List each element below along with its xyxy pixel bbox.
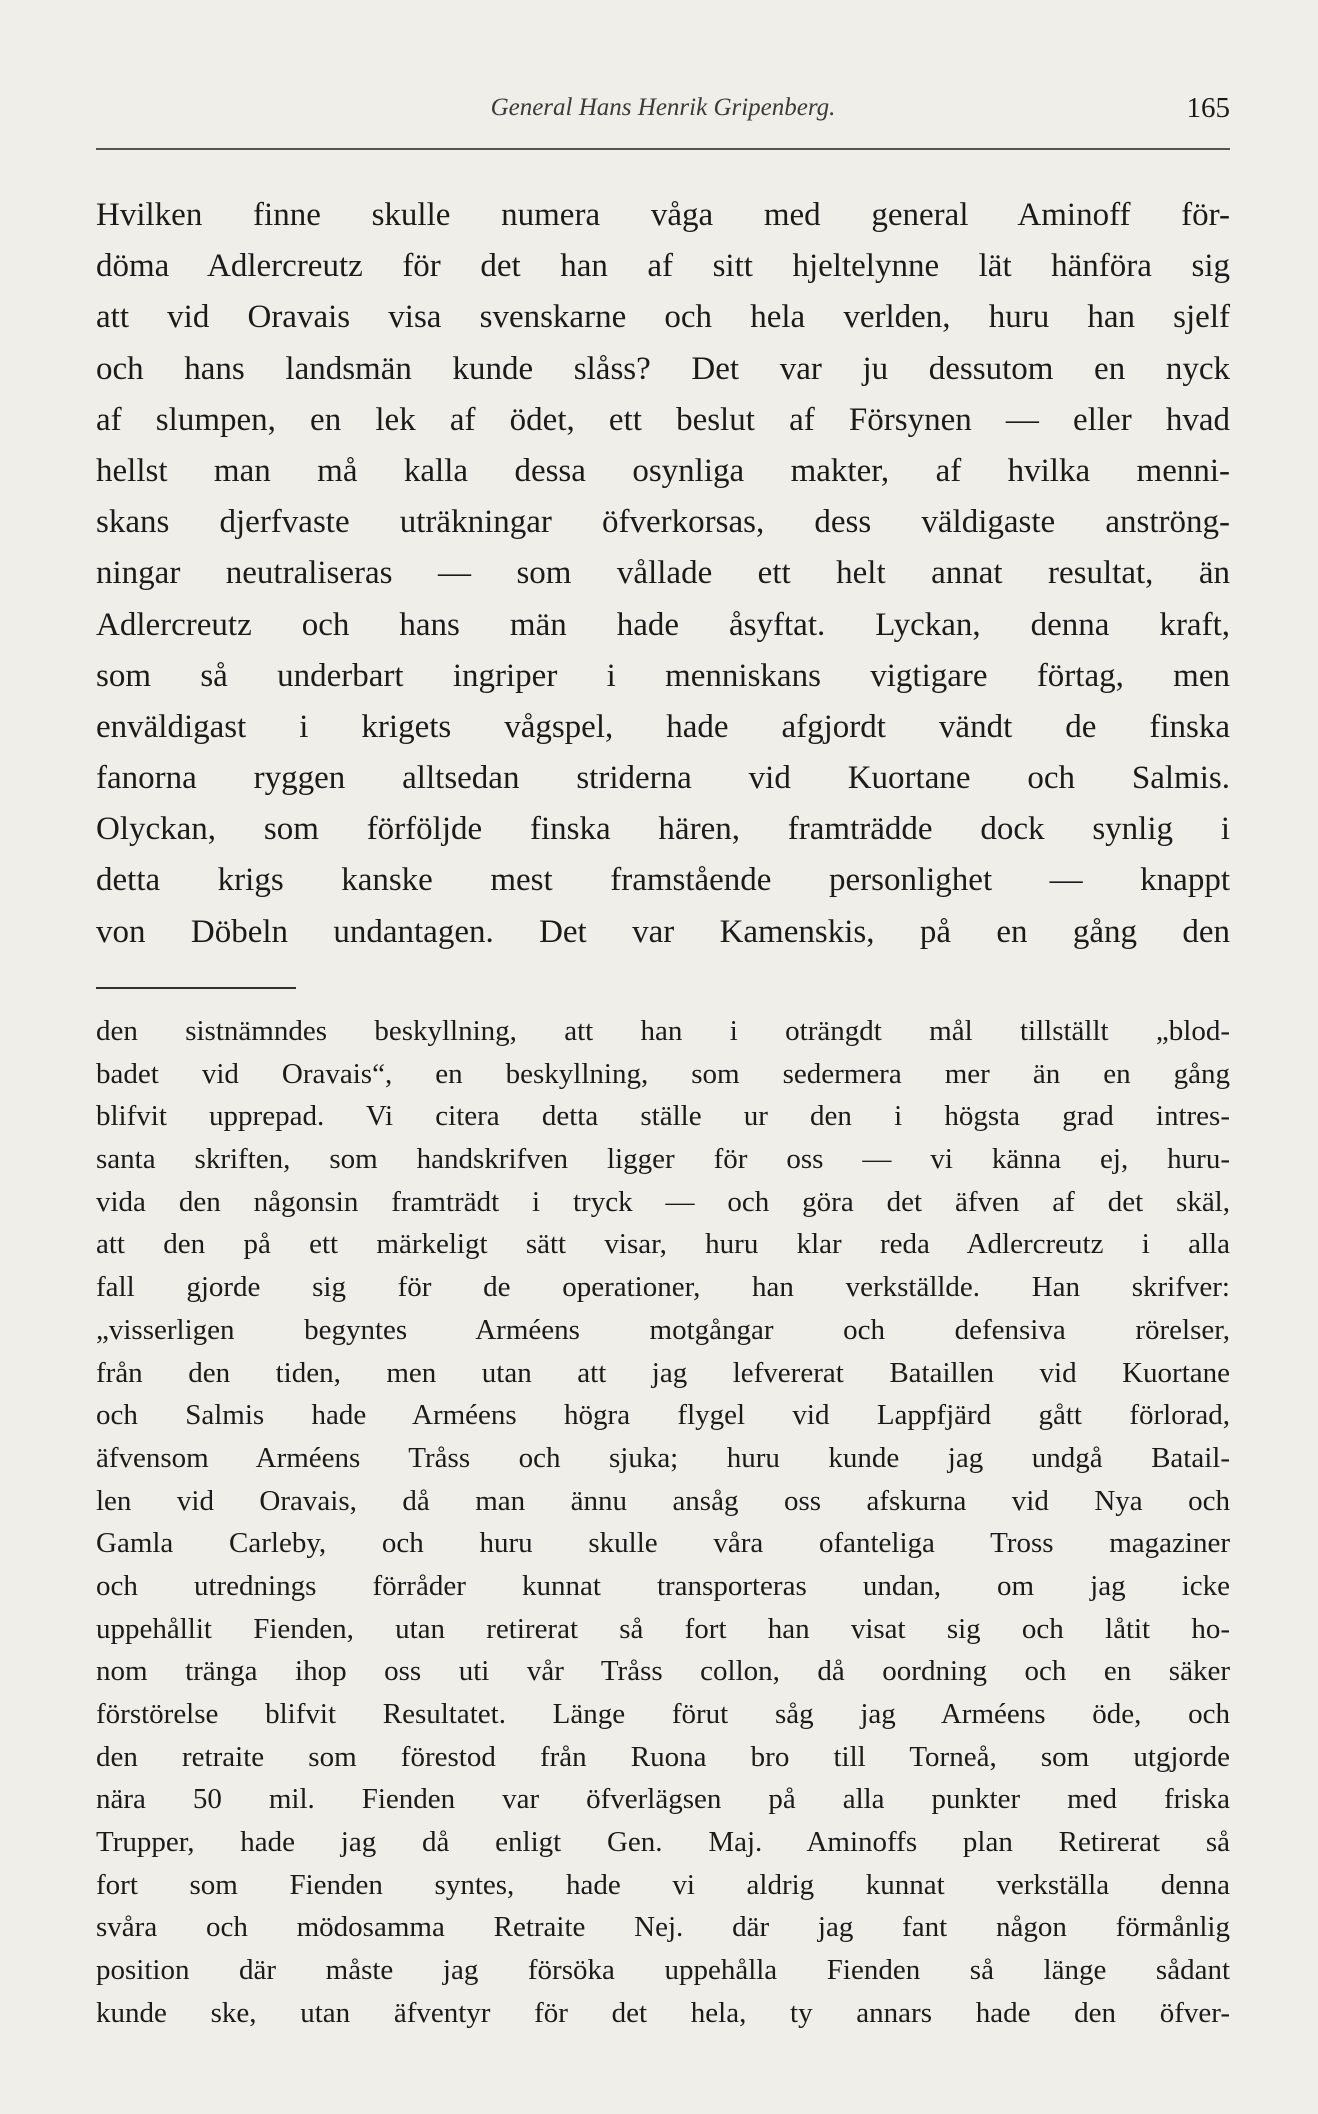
footnote-line: och Salmis hade Arméens högra flygel vid Lappfjärd gått förlorad, <box>96 1399 1230 1432</box>
footnote-line: att den på ett märkeligt sätt visar, huru klar reda Adlercreutz i alla <box>96 1228 1230 1261</box>
running-head <box>96 86 1230 130</box>
footnote-line: Trupper, hade jag då enligt Gen. Maj. Aminoffs plan Retirerat så <box>96 1826 1230 1859</box>
text-line: fanorna ryggen alltsedan striderna vid Kuortane och Salmis. <box>96 760 1230 797</box>
text-line: att vid Oravais visa svenskarne och hela verlden, huru han sjelf <box>96 299 1230 336</box>
footnote-line: uppehållit Fienden, utan retirerat så fort han visat sig och låtit ho- <box>96 1612 1230 1645</box>
footnote <box>96 1010 1230 2035</box>
text-line: döma Adlercreutz för det han af sitt hjeltelynne lät hänföra sig <box>96 248 1230 285</box>
footnote-line: och utrednings förråder kunnat transporteras undan, om jag icke <box>96 1569 1230 1602</box>
text-line: von Döbeln undantagen. Det var Kamenskis, på en gång den <box>96 913 1230 950</box>
main-text <box>96 190 1230 958</box>
footnote-line: Gamla Carleby, och huru skulle våra ofanteliga Tross magaziner <box>96 1527 1230 1560</box>
footnote-line: svåra och mödosamma Retraite Nej. där jag fant någon förmånlig <box>96 1911 1230 1944</box>
footnote-line: vida den någonsin framträdt i tryck — och göra det äfven af det skäl, <box>96 1185 1230 1218</box>
footnote-line: „visserligen begyntes Arméens motgångar och defensiva rörelser, <box>96 1313 1230 1346</box>
footnote-line: fall gjorde sig för de operationer, han verkställde. Han skrifver: <box>96 1271 1230 1304</box>
footnote-line: nom tränga ihop oss uti vår Tråss collon, då oordning och en säker <box>96 1655 1230 1688</box>
footnote-rule <box>96 987 296 989</box>
text-line: Hvilken finne skulle numera våga med general Aminoff för- <box>96 197 1230 233</box>
footnote-line: förstörelse blifvit Resultatet. Länge förut såg jag Arméens öde, och <box>96 1698 1230 1730</box>
footnote-line: nära 50 mil. Fienden var öfverlägsen på alla punkter med friska <box>96 1783 1230 1816</box>
text-line: af slumpen, en lek af ödet, ett beslut af Försynen — eller hvad <box>96 401 1230 438</box>
header-rule <box>96 148 1230 150</box>
footnote-line: blifvit upprepad. Vi citera detta ställe ur den i högsta grad intres- <box>96 1100 1230 1133</box>
footnote-line: den retraite som förestod från Ruona bro till Torneå, som utgjorde <box>96 1740 1230 1773</box>
text-line: som så underbart ingriper i menniskans vigtigare förtag, men <box>96 657 1230 694</box>
text-line: hellst man må kalla dessa osynliga makter, af hvilka menni- <box>96 452 1230 489</box>
footnote-line: från den tiden, men utan att jag lefvererat Bataillen vid Kuortane <box>96 1356 1230 1389</box>
footnote-line: position där måste jag försöka uppehålla Fienden så länge sådant <box>96 1954 1230 1987</box>
text-line: Adlercreutz och hans män hade åsyftat. Lyckan, denna kraft, <box>96 606 1230 643</box>
running-title: General Hans Henrik Gripenberg. <box>490 94 836 121</box>
footnote-line: kunde ske, utan äfventyr för det hela, ty annars hade den öfver- <box>96 1996 1230 2029</box>
text-line: skans djerfvaste uträkningar öfverkorsas, dess väldigaste anströng- <box>96 504 1230 541</box>
footnote-line: santa skriften, som handskrifven ligger för oss — vi känna ej, huru- <box>96 1143 1230 1176</box>
text-line: detta krigs kanske mest framstående personlighet — knappt <box>96 862 1230 899</box>
footnote-line: len vid Oravais, då man ännu ansåg oss afskurna vid Nya och <box>96 1484 1230 1517</box>
footnote-line: äfvensom Arméens Tråss och sjuka; huru kunde jag undgå Batail- <box>96 1441 1230 1474</box>
text-line: enväldigast i krigets vågspel, hade afgjordt vändt de finska <box>96 708 1230 745</box>
footnote-line: fort som Fienden syntes, hade vi aldrig kunnat verkställa denna <box>96 1868 1230 1901</box>
text-line: Olyckan, som förföljde finska hären, framträdde dock synlig i <box>96 811 1230 848</box>
text-line: ningar neutraliseras — som vållade ett helt annat resultat, än <box>96 555 1230 592</box>
footnote-line: den sistnämndes beskyllning, att han i oträngdt mål tillställt „blod- <box>96 1015 1230 1047</box>
page-number: 165 <box>1186 92 1230 124</box>
footnote-line: badet vid Oravais“, en beskyllning, som sedermera mer än en gång <box>96 1057 1230 1090</box>
text-line: och hans landsmän kunde slåss? Det var ju dessutom en nyck <box>96 350 1230 387</box>
